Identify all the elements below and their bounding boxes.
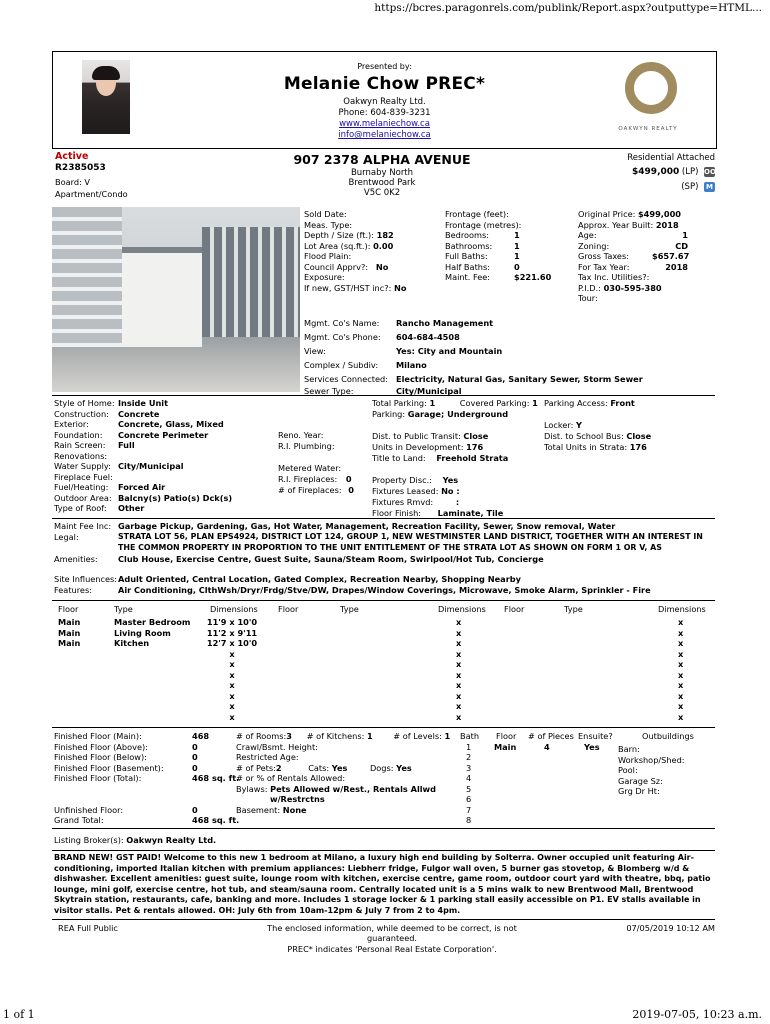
parking-type-value: Garage; Underground xyxy=(407,409,509,419)
room-dimensions: x xyxy=(229,648,235,659)
room-type: Kitchen xyxy=(114,638,150,648)
depth-size-value: 182 xyxy=(376,230,394,240)
rain-screen-label: Rain Screen: xyxy=(54,440,106,450)
ri-plumbing-label: R.I. Plumbing: xyxy=(278,441,335,451)
divider xyxy=(52,395,715,396)
council-apprv-value: No xyxy=(375,261,389,272)
tax-utilities-label: Tax Inc. Utilities?: xyxy=(578,272,650,282)
finished-basement-label: Finished Floor (Basement): xyxy=(54,762,164,773)
bath-number: 1 xyxy=(466,741,472,752)
num-levels-label: # of Levels: xyxy=(393,731,442,741)
tax-year-value: 2018 xyxy=(665,261,688,272)
frontage-feet-value xyxy=(514,209,551,220)
room-dimensions: x xyxy=(456,638,462,648)
report-date: 07/05/2019 10:12 AM xyxy=(626,923,715,933)
workshop-label: Workshop/Shed: xyxy=(618,754,685,765)
maint-fee-inc-value: Garbage Pickup, Gardening, Gas, Hot Water, Management, Recreation Facility, Sewer, Snow removal, Water xyxy=(118,521,616,531)
report-frame xyxy=(52,51,717,954)
ri-fireplaces-value: 0 xyxy=(345,474,352,484)
rooms-header-type-2: Type xyxy=(340,604,359,614)
bath-floor: Main xyxy=(494,741,517,752)
original-price-value: $499,000 xyxy=(637,209,681,219)
exterior-value: Concrete, Glass, Mixed xyxy=(118,419,224,429)
room-dimensions: x xyxy=(678,680,684,690)
room-type: Living Room xyxy=(114,627,171,638)
original-price-label: Original Price: xyxy=(578,209,636,219)
room-dimensions: x xyxy=(678,690,684,701)
bath-number: 3 xyxy=(466,762,472,773)
outdoor-area-value: Balcny(s) Patio(s) Dck(s) xyxy=(118,492,233,503)
divider xyxy=(52,828,715,829)
unfinished-label: Unfinished Floor: xyxy=(54,804,124,815)
room-floor: Main xyxy=(58,638,81,648)
room-dimensions: x xyxy=(229,701,235,711)
room-dimensions: x xyxy=(456,617,462,627)
view-label: View: xyxy=(304,346,326,356)
foundation-label: Foundation: xyxy=(54,429,103,440)
lot-area-value: 0.00 xyxy=(373,240,394,251)
listing-address: 907 2378 ALPHA AVENUE xyxy=(293,152,471,167)
property-photo[interactable] xyxy=(52,207,300,392)
title-land-label: Title to Land: xyxy=(372,453,426,463)
legal-line2: THE COMMON PROPERTY IN PROPORTION TO THE UNIT ENTITLEMENT OF THE STRATA LOT AS SHOWN ON FORM 1 OR V, AS xyxy=(118,543,662,552)
room-dimensions: x xyxy=(456,627,462,638)
ri-fireplaces-label: R.I. Fireplaces: xyxy=(278,474,338,484)
room-dimensions: x xyxy=(456,690,462,701)
num-fireplaces-label: # of Fireplaces: xyxy=(278,485,342,495)
print-timestamp: 2019-07-05, 10:23 a.m. xyxy=(632,1008,762,1021)
status-badge: Active xyxy=(55,151,89,162)
room-dimensions: 12'7 x 10'0 xyxy=(206,638,258,648)
units-dev-label: Units in Development: xyxy=(372,442,464,452)
bath-ensuite: Yes xyxy=(584,741,600,752)
rooms-header-dims-2: Dimensions xyxy=(438,604,486,614)
locker-value: Y xyxy=(576,420,582,430)
site-influences-value: Adult Oriented, Central Location, Gated Complex, Recreation Nearby, Shopping Nearby xyxy=(118,574,521,584)
units-strata-label: Total Units in Strata: xyxy=(544,442,628,452)
divider xyxy=(52,919,715,920)
public-remarks: BRAND NEW! GST PAID! Welcome to this new 1 bedroom at Milano, a luxury high end building by Solterra. Owner occupied unit featuring Air-conditioning, imported Italian kitchen with premium appliances: Liebherr fridge, Fulgor wall oven, 5 burner gas stovetop, & Blomberg w/d & dishwasher. Excellent amenities: guest suite, lounge room with kitchen, exercise centre, game room, outdoor court yard with theatre, bbq, patio lounge, mini golf, exercise centre, hot tub, and steam/sauna room. Centrally located unit is a 5 mins walk to new Brentwood Mall, Brentwood Skytrain station, restaurants, cafe, banking and more. Includes 1 storage locker & 1 parking stall easily accessible on P1. EV stalls available in visitor stalls. Pet & rentals allowed. OH: July 6th from 10am-12pm & July 7 from 2 to 4pm. xyxy=(54,853,711,915)
room-dimensions: x xyxy=(229,659,235,669)
finished-main-label: Finished Floor (Main): xyxy=(54,731,142,741)
depth-size-label: Depth / Size (ft.): xyxy=(304,230,375,240)
features-value: Air Conditioning, ClthWsh/Dryr/Frdg/Stve/DW, Drapes/Window Coverings, Microwave, Smoke Alarm, Sprinkler - Fire xyxy=(118,585,651,595)
year-built-label: Approx. Year Built: xyxy=(578,219,654,230)
sp-tag: (SP) xyxy=(681,182,699,192)
fuel-heating-value: Forced Air xyxy=(118,482,166,492)
num-kitchens-label: # of Kitchens: xyxy=(306,731,365,741)
age-value: 1 xyxy=(682,230,688,240)
num-levels-value: 1 xyxy=(444,731,451,741)
room-floor: Main xyxy=(58,627,81,638)
metered-water-label: Metered Water: xyxy=(278,463,342,473)
gross-taxes-label: Gross Taxes: xyxy=(578,251,629,261)
room-dimensions: x xyxy=(229,680,235,690)
zoning-label: Zoning: xyxy=(578,240,610,251)
gst-label: If new, GST/HST inc?: xyxy=(304,282,392,293)
rain-screen-value: Full xyxy=(118,440,135,450)
locker-label: Locker: xyxy=(544,420,574,430)
parking-type-label: Parking: xyxy=(372,409,406,419)
rentals-label: # or % of Rentals Allowed: xyxy=(236,773,346,783)
units-strata-value: 176 xyxy=(629,442,647,452)
agent-name: Melanie Chow PREC* xyxy=(283,74,486,94)
sewer-value: City/Municipal xyxy=(396,386,462,396)
disclaimer: The enclosed information, while deemed to be correct, is not guaranteed. xyxy=(267,923,517,943)
units-dev-value: 176 xyxy=(466,442,484,452)
renovations-label: Renovations: xyxy=(54,450,108,461)
rooms-table xyxy=(52,602,715,725)
agent-phone: Phone: 604-839-3231 xyxy=(338,108,431,118)
mgmt-phone-value: 604-684-4508 xyxy=(396,332,460,342)
mls-number: R2385053 xyxy=(55,163,106,173)
maint-fee-label: Maint. Fee: xyxy=(445,272,491,282)
tax-year-label: For Tax Year: xyxy=(578,261,630,272)
flood-plain-label: Flood Plain: xyxy=(304,251,352,261)
full-baths-value: 1 xyxy=(514,251,520,261)
page-count: 1 of 1 xyxy=(3,1008,35,1021)
num-rooms-value: 3 xyxy=(286,731,292,741)
rooms-header-floor-3: Floor xyxy=(504,604,525,614)
total-parking-label: Total Parking: xyxy=(372,398,427,408)
finished-total-label: Finished Floor (Total): xyxy=(54,773,142,783)
fixtures-rmvd-label: Fixtures Rmvd: xyxy=(372,497,434,507)
room-dimensions: x xyxy=(678,617,684,627)
renovations-value xyxy=(118,451,232,462)
report-type: REA Full Public xyxy=(58,923,118,933)
construction-value: Concrete xyxy=(118,408,160,419)
lp-tag: (LP) xyxy=(681,167,699,177)
divider xyxy=(52,850,715,851)
outdoor-area-label: Outdoor Area: xyxy=(54,492,112,503)
bylaws-label: Bylaws: xyxy=(236,783,268,794)
num-fireplaces-value: 0 xyxy=(348,485,354,495)
services-value: Electricity, Natural Gas, Sanitary Sewer, Storm Sewer xyxy=(396,374,643,384)
bath-number: 5 xyxy=(466,783,472,794)
pid-label: P.I.D.: xyxy=(578,282,601,293)
agent-website-link[interactable]: www.melaniechow.ca xyxy=(339,119,430,129)
bath-pieces-header: # of Pieces xyxy=(528,731,574,741)
room-dimensions: x xyxy=(678,627,684,638)
frontage-metres-value xyxy=(514,220,551,231)
oakwyn-logo: OAKWYN REALTY xyxy=(617,62,677,142)
water-supply-value: City/Municipal xyxy=(118,461,184,471)
bath-number: 7 xyxy=(466,804,472,815)
construction-label: Construction: xyxy=(54,408,109,419)
amenities-value: Club House, Exercise Centre, Guest Suite, Sauna/Steam Room, Swirlpool/Hot Tub, Concierge xyxy=(118,554,544,564)
fixtures-leased-label: Fixtures Leased: xyxy=(372,486,439,496)
room-dimensions: x xyxy=(678,648,684,659)
rooms-header-dims-1: Dimensions xyxy=(210,604,258,614)
pool-label: Pool: xyxy=(618,765,638,775)
style-label: Style of Home: xyxy=(54,398,115,408)
finished-below-label: Finished Floor (Below): xyxy=(54,752,147,762)
mgmt-name-value: Rancho Management xyxy=(396,318,494,328)
num-kitchens-value: 1 xyxy=(366,731,373,741)
grand-total-label: Grand Total: xyxy=(54,815,104,825)
fuel-heating-label: Fuel/Heating: xyxy=(54,482,109,492)
finished-above-label: Finished Floor (Above): xyxy=(54,741,148,752)
finished-below-value: 0 xyxy=(192,752,198,762)
floor-finish-label: Floor Finish: xyxy=(372,508,422,518)
exterior-label: Exterior: xyxy=(54,419,89,429)
divider xyxy=(52,518,715,519)
sewer-label: Sewer Type: xyxy=(304,386,354,396)
fireplace-fuel-value xyxy=(118,472,232,483)
transit-value: Close xyxy=(463,431,489,441)
room-dimensions: x xyxy=(456,659,462,669)
listing-postal: V5C 0K2 xyxy=(363,188,401,198)
finished-above-value: 0 xyxy=(192,741,198,752)
half-baths-value: 0 xyxy=(514,261,520,272)
listing-city: Burnaby North xyxy=(350,168,414,178)
bath-header: Bath xyxy=(460,731,480,741)
room-dimensions: x xyxy=(456,669,462,680)
roof-label: Type of Roof: xyxy=(54,503,107,513)
virtual-tour-icon[interactable]: OO xyxy=(704,167,716,176)
listing-area: Brentwood Park xyxy=(348,178,416,188)
room-dimensions: x xyxy=(456,680,462,690)
unfinished-value: 0 xyxy=(192,804,198,815)
legal-line1: STRATA LOT 56, PLAN EPS4924, DISTRICT LOT 124, GROUP 1, NEW WESTMINSTER LAND DISTRICT, TOGETHER WITH AN INTEREST IN xyxy=(118,532,703,541)
total-parking-value: 1 xyxy=(429,398,436,408)
bylaws-value-cont: w/Restrctns xyxy=(270,794,325,804)
frontage-feet-label: Frontage (feet): xyxy=(445,209,509,219)
legal-label: Legal: xyxy=(54,532,79,542)
rooms-header-dims-3: Dimensions xyxy=(658,604,706,614)
list-price: $499,000 xyxy=(632,167,680,177)
maint-fee-inc-label: Maint Fee Inc: xyxy=(54,521,112,531)
mgmt-phone-label: Mgmt. Co's Phone: xyxy=(304,332,381,342)
room-dimensions: x xyxy=(678,701,684,711)
room-dimensions: x xyxy=(678,638,684,648)
room-dimensions: x xyxy=(456,701,462,711)
half-baths-label: Half Baths: xyxy=(445,261,490,272)
reno-year-label: Reno. Year: xyxy=(278,430,324,440)
title-land-value: Freehold Strata xyxy=(436,453,509,463)
complex-value: Milano xyxy=(396,360,427,370)
cats-label: Cats: xyxy=(308,762,330,773)
foundation-value: Concrete Perimeter xyxy=(118,429,209,440)
sold-date-label: Sold Date: xyxy=(304,209,347,219)
num-pets-value: 2 xyxy=(275,762,282,773)
complex-label: Complex / Subdiv: xyxy=(304,360,379,370)
room-dimensions: x xyxy=(229,711,235,722)
fixtures-leased-value: No : xyxy=(441,486,460,496)
map-icon[interactable]: M xyxy=(704,182,715,192)
bathrooms-value: 1 xyxy=(514,240,520,251)
roof-value: Other xyxy=(118,503,145,513)
view-value: Yes: City and Mountain xyxy=(396,346,503,356)
pid-value: 030-595-380 xyxy=(603,282,662,293)
amenities-label: Amenities: xyxy=(54,554,98,564)
property-disc-label: Property Disc.: xyxy=(372,475,432,485)
room-dimensions: 11'9 x 10'0 xyxy=(206,617,258,627)
tour-label: Tour: xyxy=(578,293,598,303)
presented-by-label: Presented by: xyxy=(357,62,412,71)
listing-category: Residential Attached xyxy=(627,153,715,163)
garage-size-label: Garage Sz: xyxy=(618,775,663,786)
zoning-value: CD xyxy=(675,240,688,251)
room-floor: Main xyxy=(58,617,81,627)
bath-number: 4 xyxy=(466,773,472,783)
parking-access-value: Front xyxy=(610,398,635,408)
exposure-label: Exposure: xyxy=(304,272,345,282)
room-dimensions: x xyxy=(229,690,235,701)
divider xyxy=(52,727,715,728)
bylaws-value: Pets Allowed w/Rest., Rentals Allwd xyxy=(270,783,436,794)
rooms-header-type-3: Type xyxy=(564,604,583,614)
frontage-metres-label: Frontage (metres): xyxy=(445,219,522,230)
dogs-label: Dogs: xyxy=(369,762,394,773)
finished-total-value: 468 sq. ft. xyxy=(192,773,240,783)
fixtures-rmvd-value: : xyxy=(455,497,460,507)
finished-main-value: 468 xyxy=(192,731,210,741)
divider xyxy=(52,600,715,601)
basement-label: Basement: xyxy=(236,804,281,815)
agent-email-link[interactable]: info@melaniechow.ca xyxy=(338,130,431,140)
style-value: Inside Unit xyxy=(118,398,169,408)
room-dimensions: x xyxy=(229,669,235,680)
listing-broker-label: Listing Broker(s): xyxy=(54,835,124,845)
services-label: Services Connected: xyxy=(304,374,388,384)
meas-type-label: Meas. Type: xyxy=(304,219,353,230)
floor-finish-value: Laminate, Tile xyxy=(437,508,504,518)
rooms-header-type-1: Type xyxy=(114,604,133,614)
crawl-height-label: Crawl/Bsmt. Height: xyxy=(236,741,318,752)
council-apprv-label: Council Apprv?: xyxy=(304,261,369,272)
room-dimensions: x xyxy=(678,669,684,680)
parking-access-label: Parking Access: xyxy=(544,398,608,408)
site-influences-label: Site Influences: xyxy=(54,574,118,584)
cats-value: Yes xyxy=(331,762,348,773)
bedrooms-label: Bedrooms: xyxy=(445,230,490,240)
basement-value: None xyxy=(282,804,307,815)
full-baths-label: Full Baths: xyxy=(445,251,488,261)
maint-fee-value: $221.60 xyxy=(514,272,552,282)
num-rooms-label: # of Rooms: xyxy=(236,731,287,741)
bath-number: 8 xyxy=(466,815,472,825)
room-type: Master Bedroom xyxy=(114,617,191,627)
gross-taxes-value: $657.67 xyxy=(652,251,690,261)
features-label: Features: xyxy=(54,585,92,595)
barn-label: Barn: xyxy=(618,744,640,754)
bath-pieces: 4 xyxy=(544,741,550,752)
school-label: Dist. to School Bus: xyxy=(544,431,624,441)
room-dimensions: x xyxy=(456,711,462,722)
print-url: https://bcres.paragonrels.com/publink/Report.aspx?outputtype=HTML... xyxy=(374,2,762,14)
board: Board: V xyxy=(55,177,91,187)
agent-company: Oakwyn Realty Ltd. xyxy=(343,97,426,107)
transit-label: Dist. to Public Transit: xyxy=(372,431,461,441)
room-dimensions: 11'2 x 9'11 xyxy=(206,627,258,638)
rooms-header-floor-2: Floor xyxy=(278,604,299,614)
age-label: Age: xyxy=(578,230,597,240)
restricted-age-label: Restricted Age: xyxy=(236,752,299,762)
bedrooms-value: 1 xyxy=(514,230,520,240)
num-pets-label: # of Pets: xyxy=(236,762,276,773)
year-built-value: 2018 xyxy=(655,219,679,230)
garage-door-label: Grg Dr Ht: xyxy=(618,786,660,796)
bath-number: 2 xyxy=(466,752,472,762)
property-disc-value: Yes xyxy=(442,475,459,485)
fireplace-fuel-label: Fireplace Fuel: xyxy=(54,471,113,482)
bath-ensuite-header: Ensuite? xyxy=(578,731,613,741)
room-dimensions: x xyxy=(678,711,684,722)
bathrooms-label: Bathrooms: xyxy=(445,240,493,251)
gst-value: No xyxy=(393,282,407,293)
finished-basement-value: 0 xyxy=(192,762,198,773)
mgmt-name-label: Mgmt. Co's Name: xyxy=(304,318,380,328)
outbuildings-header: Outbuildings xyxy=(642,731,694,741)
listing-broker-value: Oakwyn Realty Ltd. xyxy=(126,835,217,845)
bath-floor-header: Floor xyxy=(496,731,517,741)
room-dimensions: x xyxy=(678,659,684,669)
dogs-value: Yes xyxy=(396,762,412,773)
rooms-header-floor-1: Floor xyxy=(58,604,79,614)
grand-total-value: 468 sq. ft. xyxy=(192,815,240,825)
covered-parking-value: 1 xyxy=(532,398,538,408)
property-type: Apartment/Condo xyxy=(55,189,128,199)
bath-number: 6 xyxy=(466,794,472,804)
lot-area-label: Lot Area (sq.ft.): xyxy=(304,240,371,251)
school-value: Close xyxy=(626,431,652,441)
room-dimensions: x xyxy=(456,648,462,659)
covered-parking-label: Covered Parking: xyxy=(459,398,530,408)
prec-note: PREC* indicates 'Personal Real Estate Corporation'. xyxy=(287,944,497,954)
agent-header xyxy=(52,51,717,149)
water-supply-label: Water Supply: xyxy=(54,461,111,471)
